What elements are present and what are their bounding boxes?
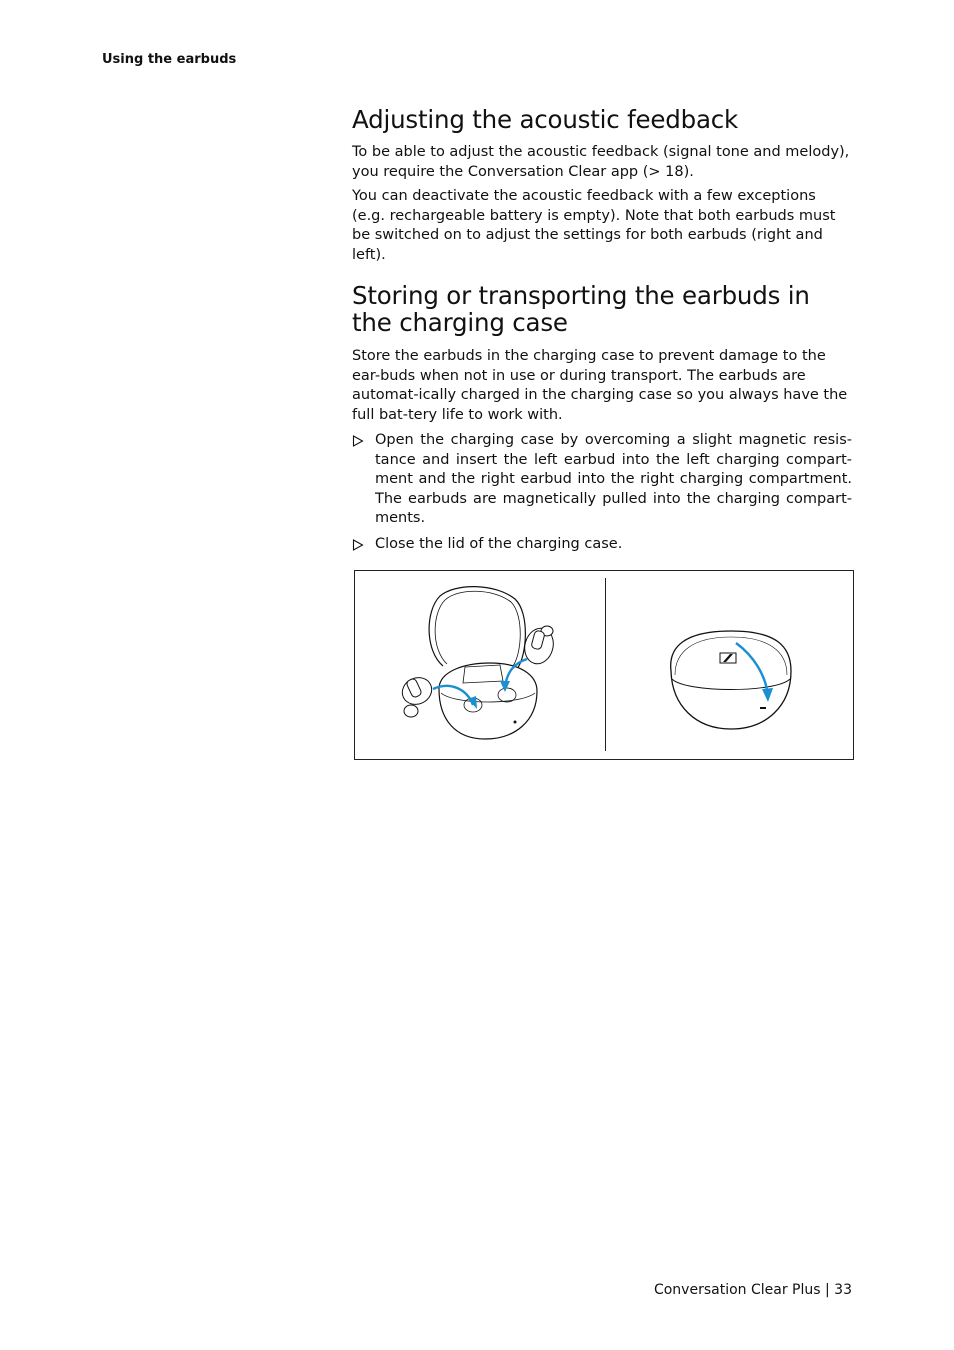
- section-storing-earbuds: [352, 282, 852, 560]
- open-case-illustration: [355, 571, 605, 759]
- section-acoustic-feedback: [352, 106, 852, 265]
- running-header: Using the earbuds: [102, 52, 237, 67]
- instruction-step: [352, 431, 852, 529]
- triangle-bullet-icon: [352, 539, 364, 551]
- closed-case-illustration: [606, 571, 853, 759]
- paragraph: To be able to adjust the acoustic feedback (signal tone and melody), you require the Conversation Clear app (> 18).: [352, 144, 850, 180]
- section-heading: Adjusting the acoustic feedback: [352, 105, 739, 134]
- footer-product: Conversation Clear Plus: [653, 1282, 821, 1298]
- paragraph: Store the earbuds in the charging case to prevent damage to the ear-buds when not in use or during transport. The earbuds are automat-ically charged in the charging case so you always have the full bat-tery life to work with.: [352, 348, 848, 423]
- charging-case-figure: [354, 570, 854, 760]
- instruction-steps: [352, 431, 852, 554]
- page-number: 33: [834, 1282, 852, 1298]
- paragraph: You can deactivate the acoustic feedback with a few exceptions (e.g. rechargeable battery is empty). Note that both earbuds must be switched on to adjust the settings for both earbuds (right and left).: [352, 188, 836, 263]
- instruction-step: [352, 535, 852, 555]
- footer-separator: |: [825, 1282, 830, 1298]
- section-heading: Storing or transporting the earbuds in the charging case: [352, 281, 810, 337]
- step-text: Close the lid of the charging case.: [375, 535, 623, 552]
- page-footer: [654, 1282, 852, 1298]
- triangle-bullet-icon: [352, 435, 364, 447]
- step-text: Open the charging case by overcoming a slight magnetic resis-tance and insert the left earbud into the left charging compart-ment and the right earbud into the right charging compartment. The earbuds are magnetically pulled into the charging compart-ments.: [375, 432, 852, 526]
